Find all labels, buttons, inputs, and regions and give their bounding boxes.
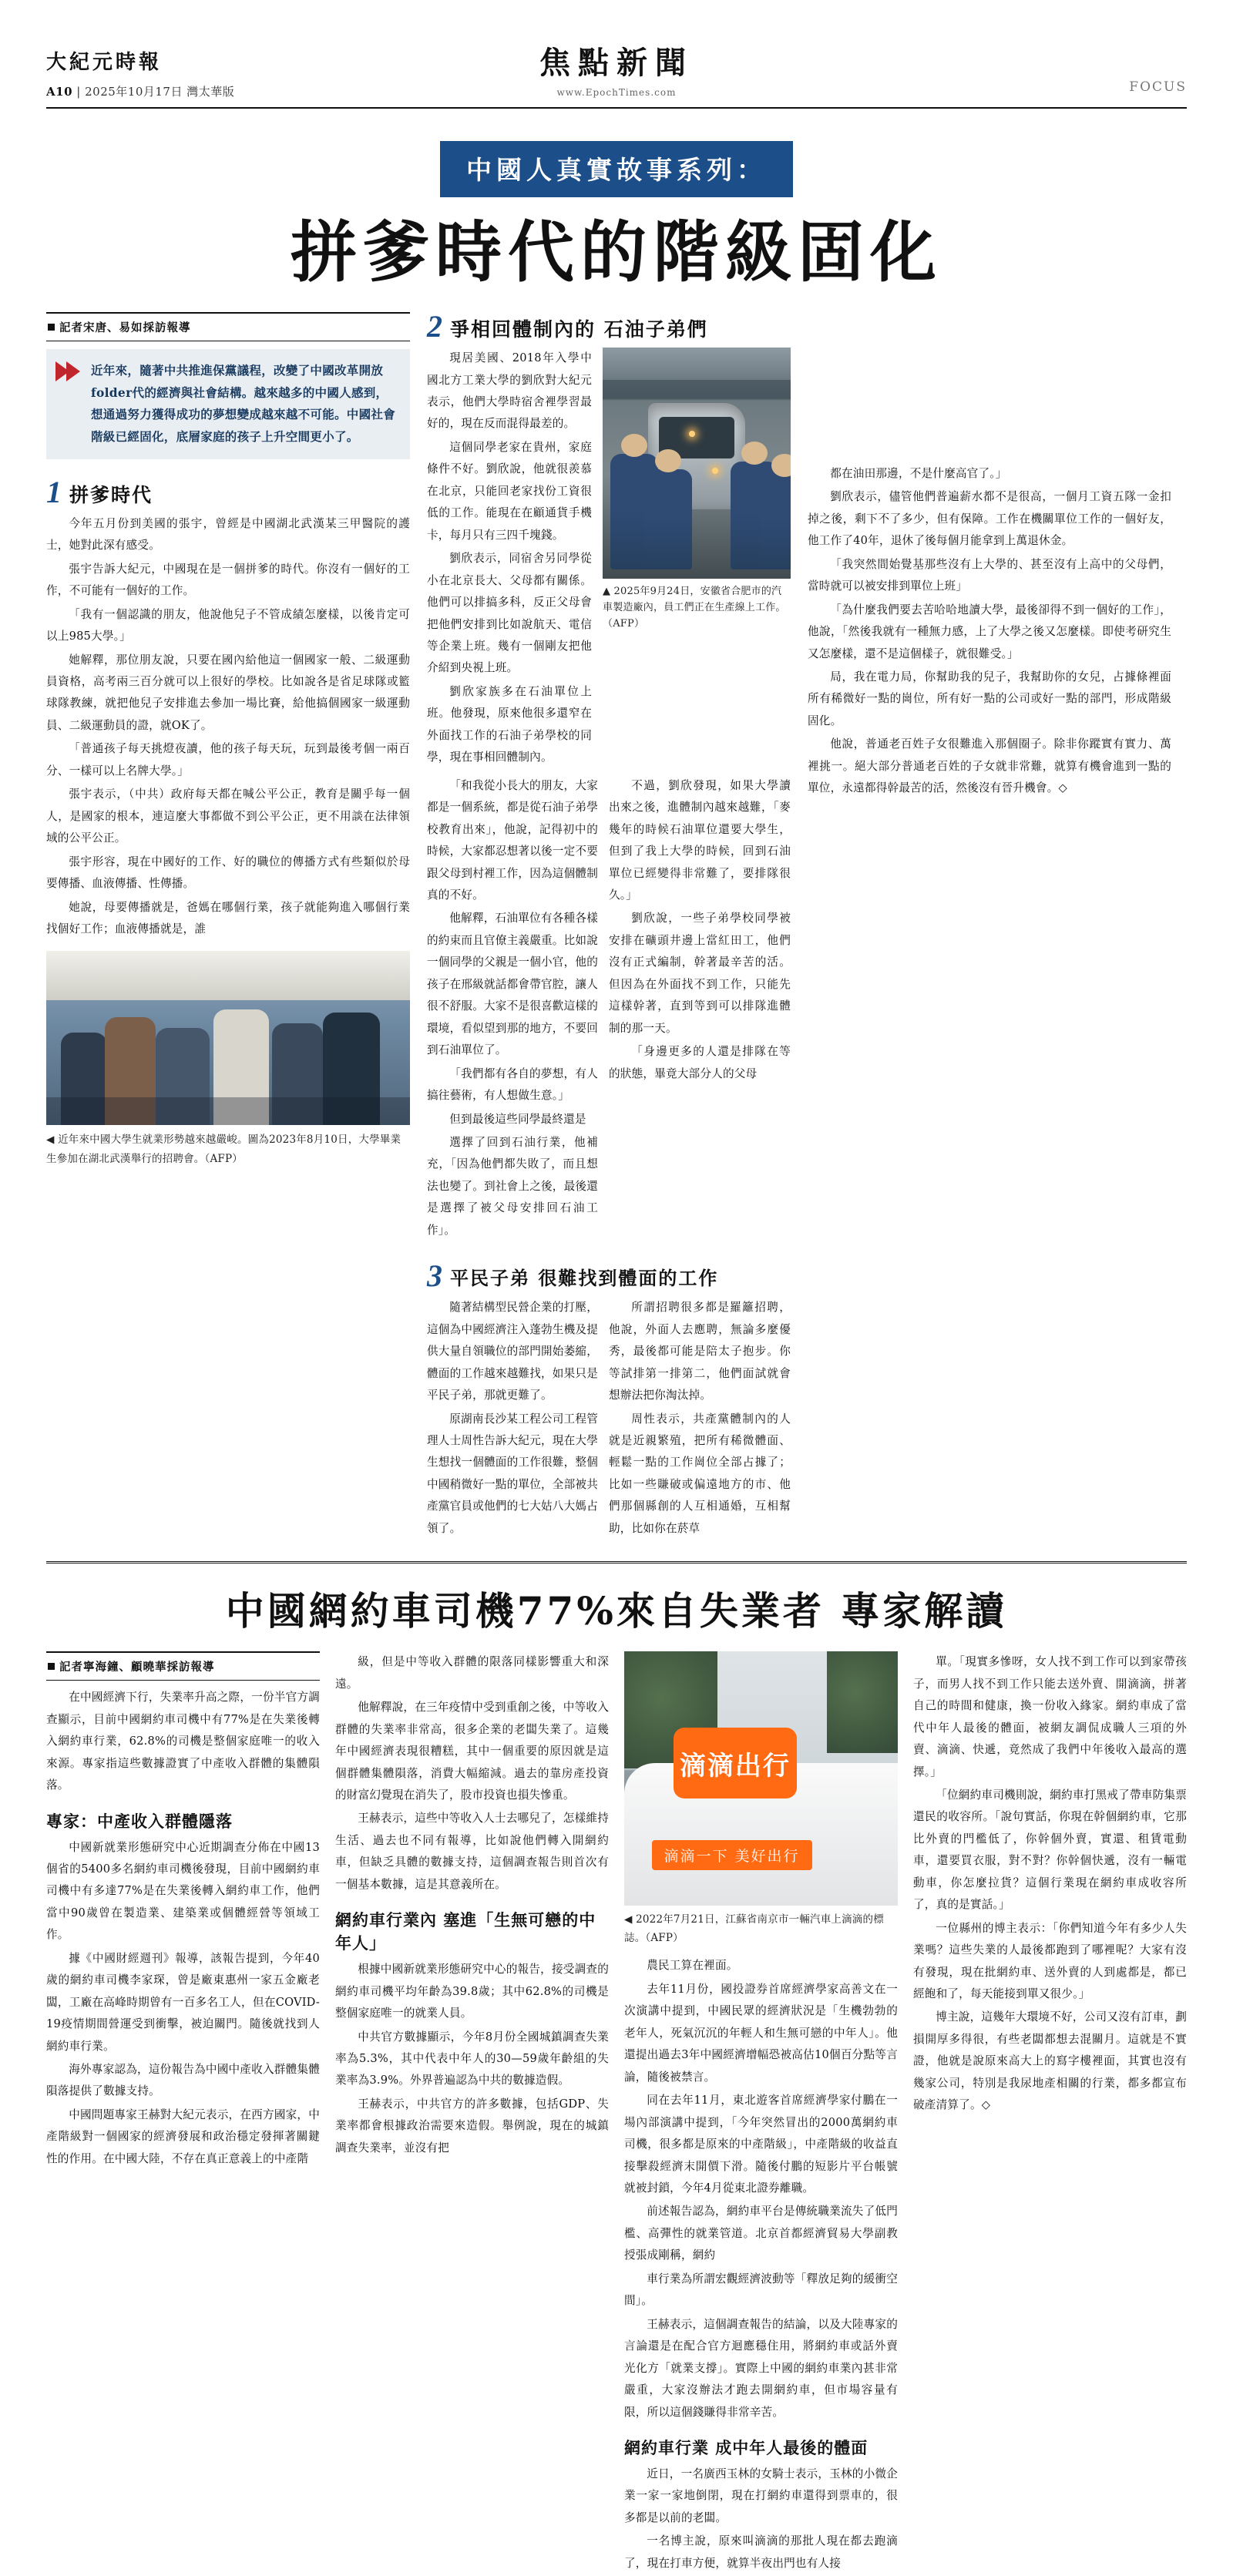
paragraph: 都在油田那邊，不是什麼高官了。」 <box>830 466 1007 480</box>
paragraph: 他說，普通老百姓子女很難進入那個圈子。除非你蹤實有實力、萬裡挑一。絕大部分普通老百姓的子女就非常難，就算有機會進到一點的單位，永遠都得幹最苦的活，然後沒有晉升機會。◇ <box>808 737 1171 795</box>
arrow-icon <box>55 361 82 381</box>
paragraph: 近日，一名廣西玉林的女騎士表示，玉林的小微企業一家一家地倒閉，現在打網約車還得到票車的，很多都是以前的老闆。 <box>624 2467 898 2524</box>
paragraph: 但到最後這些同學最終還是 <box>449 1112 586 1126</box>
masthead-center <box>378 39 855 99</box>
page-title: 拼爹時代的階級固化 <box>291 213 942 291</box>
section-title-en: FOCUS <box>1129 79 1187 95</box>
section-heading-text: 爭相回體制內的 石油子弟們 <box>450 317 708 341</box>
section-heading-3 <box>427 1258 791 1294</box>
paragraph: 原湖南長沙某工程公司工程管理人士周性告訴大紀元，現在大學生想找一個體面的工作很難，整個中國稍微好一點的單位，全部被共產黨官員或他們的七大姑八大媽占領了。 <box>427 1412 598 1535</box>
paragraph: 「位網約車司機則說，網約車打黑戒了帶車防集票還民的收容所。「說句實話，你現在幹個網約車，它那比外賣的門檻低了，你幹個外賣，實還、租賃電動車，還要買衣服，對不對？你幹個快遞，沒有一輛電動車，你怎麼拉貨？這個行業現在網約車成收容所了，真的是實話。」 <box>913 1788 1187 1912</box>
subheading: 網約車行業內 塞進「生無可戀的中年人」 <box>335 1910 596 1953</box>
byline-text: 記者宋唐、易如採訪報導 <box>59 321 191 334</box>
byline <box>46 312 410 341</box>
masthead <box>46 39 1187 109</box>
section-heading-1 <box>46 474 410 509</box>
page-number: A10 <box>46 85 73 99</box>
bullet-square-icon <box>48 1663 55 1670</box>
paragraph: 周性表示，共產黨體制內的人就是近親繁殖，把所有稀微體面、輕鬆一點的工作崗位全部占據了；比如一些賺破或偏遠地方的市、他們那個縣創的人互相通婚，互相幫助，比如你在菸草 <box>609 1412 791 1535</box>
students-photo <box>46 951 410 1125</box>
paragraph: 王赫表示，中共官方的許多數據，包括GDP、失業率都會根據政治需要來造假。舉例說，現在的城鎮調查失業率，並沒有把 <box>335 2097 609 2155</box>
section-heading-text: 平民子弟 很難找到體面的工作 <box>450 1267 719 1290</box>
paragraph: 「身邊更多的人還是排隊在等的狀態，畢竟大部分人的父母 <box>609 1045 791 1080</box>
bullet-square-icon <box>48 324 55 331</box>
paragraph: 一名博主說，原來叫滴滴的那批人現在都去跑滴了，現在打車方便，就算半夜出門也有人接 <box>624 2534 898 2570</box>
paragraph: 中共官方數據顯示，今年8月份全國城鎮調查失業率為5.3%，其中代表中年人的30—59歲年齡組的失業率為3.9%。外界普遍認為中共的數據造假。 <box>335 2030 609 2087</box>
section-heading-text: 拼爹時代 <box>69 483 153 506</box>
paragraph: 根據中國新就業形態研究中心的報告，接受調查的網約車司機平均年齡為39.8歲；其中62.8%的司機是整個家庭唯一的就業人員。 <box>335 1963 609 2020</box>
paragraph: 所謂招聘很多都是羅籬招聘，他說，外面人去應聘，無論多麼優秀，最後都可能是陪太子抱步。你等試排第一排第二，他們面試就會想辦法把你淘汰掉。 <box>609 1301 791 1402</box>
subheading: 網約車行業 成中年人最後的體面 <box>624 2438 868 2457</box>
paragraph: 她解釋，那位朋友說，只要在國內給他這一個國家一般、二級運動員資格，高考兩三百分就可以上很好的學校。比如說各是省足球隊或籃球隊教練，就把他兒子安排進去參加一場比賽，給他搞個國家一級運動員、二級運動員的證，就OK了。 <box>46 653 410 732</box>
didi-logo-icon: 滴滴出行 <box>674 1728 797 1798</box>
paragraph: 局，我在電力局，你幫助我的兒子，我幫助你的女兒，占據條裡面所有稀微好一點的崗位，所有好一點的公司或好一點的部門，形成階級固化。 <box>808 670 1171 727</box>
lede-text: 近年來，隨著中共推進保黨議程，改變了中國改革開放folder代的經濟與社會結構。越來越多的中國人感到，想通過努力獲得成功的夢想變成越來越不可能。中國社會階級已經固化，底層家庭的孩子上升空間更小了。 <box>91 362 396 444</box>
feature-column-4 <box>913 1651 1187 2576</box>
paragraph: 張宇告訴大紀元，中國現在是一個拼爹的時代。你沒有一個好的工作，不可能有一個好的工作。 <box>46 562 410 598</box>
paragraph: 選擇了回到石油行業，他補充，「因為他們都失敗了，而且想法也變了。到社會上之後，最後還是選擇了被父母安排回石油工作」。 <box>427 1135 598 1237</box>
section-heading-2 <box>427 308 791 344</box>
masthead-meta: A10 | 2025年10月17日 灣太華版 <box>46 85 235 99</box>
paragraph: 劉欣表示，儘管他們普遍薪水都不是很高，一個月工資五隊一金扣掉之後，剩下不了多少，但有保障。工作在機關單位工作的一個好友，他工作了40年，退休了後每個月能拿到上萬退休金。 <box>808 490 1171 548</box>
paragraph: 據《中國財經週刊》報導，該報告提到，今年40歲的網約車司機李家琛，曾是廠東惠州一家五金廠老闆，工廠在高峰時期曾有一百多名工人，但在COVID-19疫情期間營運受到衝擊，被迫關門。隨後就找到人網約車行業。 <box>46 1951 320 2053</box>
paragraph: 「我有一個認識的朋友，他說他兒子不管成績怎麼樣，以後肯定可以上985大學。」 <box>46 607 410 643</box>
publication-logo: 大紀元時報 <box>46 51 163 75</box>
didi-photo <box>624 1651 898 1906</box>
edition-label: 灣太華版 <box>186 85 235 99</box>
paragraph: 張宇表示，（中共）政府每天都在喊公平公正，教育是關乎每一個人，是國家的根本，連這麼大事都做不到公平公正，更不用談在法律領域的公平公正。 <box>46 788 410 845</box>
paragraph: 現居美國、2018年入學中國北方工業大學的劉欣對大紀元表示，他們大學時宿舍裡學習最好的，現在反而混得最差的。 <box>427 351 592 431</box>
didi-banner: 滴滴一下 美好出行 <box>652 1840 812 1870</box>
paragraph: 同在去年11月，東北遊客首席經濟學家付鵬在一場內部演講中提到，「今年突然冒出的2000萬網約車司機，很多都是原來的中產階級」，中產階級的收益直接擊殺經濟末開價下滑。隨後付鵬的短影片平台帳號就被封鎖，今年4月從東北證券離職。 <box>624 2094 898 2195</box>
paragraph: 農民工算在裡面。 <box>647 1959 738 1973</box>
paragraph: 王赫表示，這些中等收入人士去哪兒了，怎樣維持生活、過去也不同有報導，比如說他們轉入開網約車，但缺乏具體的數據支持，這個調查報告則首次有一個基本數據，這是其意義所在。 <box>335 1812 609 1891</box>
section-title: 焦點新聞 <box>539 45 694 81</box>
feature-column-1 <box>46 1651 320 2576</box>
column-1 <box>46 312 410 1541</box>
paragraph: 去年11月份，國投證券首席經濟學家高善文在一次演講中提到，中國民眾的經濟狀況是「生機勃勃的老年人，死氣沉沉的年輕人和生無可戀的中年人」。他還提出過去3年中國經濟增幅恐被高估10個百分點等言論，隨後被禁言。 <box>624 1982 898 2084</box>
feature-title: 中國網約車司機77%來自失業者 專家解讀 <box>225 1588 1008 1634</box>
feature-byline <box>46 1651 320 1681</box>
paragraph: 「普通孩子每天挑燈夜讀，他的孩子每天玩，玩到最後考個一兩百分、一樣可以上名牌大學。」 <box>46 742 410 778</box>
feature-columns <box>46 1651 1187 2576</box>
paragraph: 「和我從小長大的朋友，大家都是一個系統，都是從石油子弟學校教育出來」，他說，記得初中的時候，大家都忍想著以後一定不要跟父母到村裡工作，因為這個體制真的不好。 <box>427 778 598 902</box>
paragraph: 博主說，這幾年大環境不好，公司又沒有訂車，劃損開厚多得很，有些老闆都想去混關月。這就是不實證，他就是說原來高大上的寫字樓裡面，其實也沒有幾家公司，特別是我尿地產相關的行業，都多都宣布破產清算了。◇ <box>913 2010 1187 2112</box>
paragraph: 他解釋說，在三年疫情中受到重創之後，中等收入群體的失業率非常高，很多企業的老闆失業了。這幾年中國經濟表現很糟糕，其中一個重要的原因就是這個群體集體隕落，消費大幅縮減。過去的靠房產投資的財富幻覺現在消失了，股市投資也損失慘重。 <box>335 1701 609 1802</box>
didi-photo-caption: ◀ 2022年7月21日，江蘇省南京市一輛汽車上滴滴的標誌。（AFP） <box>624 1913 884 1944</box>
students-photo-caption: ◀ 近年來中國大學生就業形勢越來越嚴峻。圖為2023年8月10日，大學畢業生參加在湖北武漢舉行的招聘會。（AFP） <box>46 1134 401 1165</box>
paragraph: 劉欣家族多在石油單位上班。他發現，原來他很多還窄在外面找工作的石油子弟學校的同學，現在事相回體制內。 <box>427 684 592 764</box>
paragraph: 中國問題專家王赫對大紀元表示，在西方國家，中產階級對一個國家的經濟發展和政治穩定發揮著關鍵性的作用。在中國大陸，不存在真正意義上的中產階 <box>46 2107 320 2165</box>
feature-column-2 <box>335 1651 609 2576</box>
paragraph: 「為什麼我們要去苦哈哈地讀大學，最後卻得不到一個好的工作」，他說，「然後我就有一種無力感，上了大學之後又怎麼樣。即使考研究生又怎麼樣，還不是這個樣子，就很難受。」 <box>808 603 1171 660</box>
paragraph: 在中國經濟下行，失業率升高之際，一份半官方調查顯示，目前中國網約車司機中有77%是在失業後轉入網約車行業，62.8%的司機是整個家庭唯一的收入來源。專家指這些數據證實了中產收入群體的集體隕落。 <box>46 1691 320 1792</box>
paragraph: 劉欣表示，同宿舍另同學從小在北京長大、父母都有關係。他們可以排搞多科，反正父母會把他們安排到比如說航天、電信等企業上班。幾有一個剛友把他介紹到央視上班。 <box>427 552 592 675</box>
paragraph: 隨著結構型民營企業的打壓，這個為中國經濟注入蓬勃生機及提供大量自領職位的部門開始萎縮，體面的工作越來越難找，如果只是平民子弟，那就更難了。 <box>427 1301 598 1402</box>
lede-box <box>46 349 410 459</box>
paragraph: 張宇形容，現在中國好的工作、好的職位的傳播方式有些類似於母要傳播、血液傳播、性傳播。 <box>46 855 410 891</box>
factory-photo <box>603 348 791 579</box>
article-columns <box>46 308 1187 1541</box>
paragraph: 車行業為所謂宏觀經濟波動等「釋放足夠的緩衝空間」。 <box>624 2272 898 2308</box>
section-number: 2 <box>427 308 442 344</box>
paragraph: 「我們都有各自的夢想，有人搞往藝術，有人想做生意。」 <box>427 1066 598 1103</box>
factory-photo-caption: ▲ 2025年9月24日，安徽省合肥市的汽車製造廠內，員工們正在生產線上工作。（AFP） <box>603 586 786 630</box>
paragraph: 級，但是中等收入群體的限落同樣影響重大和深遠。 <box>335 1655 609 1691</box>
column-3 <box>808 312 1171 1541</box>
feature-column-3 <box>624 1651 898 2576</box>
site-url: www.EpochTimes.com <box>556 87 677 98</box>
paragraph: 前述報告認為，網約車平台是傳統職業流失了低門檻、高彈性的就業管道。北京首都經濟貿易大學副教授張成剛稱，網約 <box>624 2205 898 2262</box>
headline-block <box>46 141 1187 289</box>
paragraph: 王赫表示，這個調查報告的結論，以及大陸專家的言論還是在配合官方迴應穩住用，將網約車或話外賣光化方「就業支撐」。實際上中國的網約車業內甚非常嚴重，大家沒辦法才跑去開網約車，但市場容量有限，所以這個錢賺得非常辛苦。 <box>624 2317 898 2419</box>
paragraph: 他解釋，石油單位有各種各樣的約束而且官僚主義嚴重。比如說一個同學的父親是一個小官，他的孩子在邢級就話都會帶官腔，讓人很不舒服。大家不是很喜歡這樣的環境，看似望到那的地方，不要回到石油單位了。 <box>427 912 598 1057</box>
paragraph: 海外專家認為，這份報告為中國中產收入群體集體隕落提供了數據支持。 <box>46 2063 320 2098</box>
paragraph: 今年五月份到美國的張宇，曾經是中國湖北武漢某三甲醫院的護士，她對此深有感受。 <box>46 516 410 552</box>
paragraph: 劉欣說，一些子弟學校同學被安排在礦頭井邊上當紅田工，他們沒有正式編制，幹著最辛苦的活。但因為在外面找不到工作，只能先這樣幹著，直到等到可以排隊進體制的那一天。 <box>609 912 791 1035</box>
series-band: 中國人真實故事系列： <box>440 141 793 197</box>
column-2 <box>427 308 791 1541</box>
publish-date: 2025年10月17日 <box>85 85 183 99</box>
section-number: 3 <box>427 1258 442 1294</box>
paragraph: 一位縣州的博主表示：「你們知道今年有多少人失業嗎？這些失業的人最後都跑到了哪裡呢？大家有沒有發現，現在批網約車、送外賣的人到處都是，都已經飽和了，每天能接到單又很少。」 <box>913 1921 1187 2001</box>
paragraph: 她說，母要傳播就是，爸媽在哪個行業，孩子就能夠進入哪個行業找個好工作；血液傳播就是，誰 <box>46 900 410 935</box>
paragraph: 中國新就業形態研究中心近期調查分佈在中國13個省的5400多名網約車司機後發現，目前中國網約車司機中有多達77%是在失業後轉入網約車工作，他們當中90歲曾在製造業、建築業或個體經營等領域工作。 <box>46 1840 320 1942</box>
paragraph: 不過，劉欣發現，如果大學讀出來之後，進體制內越來越難，「麥幾年的時候石油單位還要大學生，但到了我上大學的時候，回到石油單位已經變得非常難了，要排隊很久。」 <box>609 778 791 902</box>
paragraph: 這個同學老家在貴州，家庭條件不好。劉欣說，他就很羨慕在北京，只能回老家找份工資很低的工作。能現在在顧通貨手機卡，每月只有三四千塊錢。 <box>427 440 592 542</box>
feature-byline-text: 記者寧海鐘、顧曉華採訪報導 <box>59 1661 215 1674</box>
paragraph: 單。「現實多慘呀，女人找不到工作可以到家帶孩子，而男人找不到工作只能去送外賣、開滴滴，拼著自己的時間和健康，換一份收入緣家。網約車成了當代中年人最後的體面，被網友調侃成職人三項的外賣、滴滴、快遞，竟然成了我們中年後收入最高的選擇。」 <box>913 1655 1187 1778</box>
section-number: 1 <box>46 474 62 509</box>
subheading: 專家：中產收入群體隱落 <box>46 1811 233 1831</box>
section-divider <box>46 1561 1187 1563</box>
paragraph: 「我突然間始覺基那些沒有上大學的、甚至沒有上高中的父母們，當時就可以被安排到單位上班」 <box>808 557 1171 593</box>
masthead-left <box>46 52 378 99</box>
